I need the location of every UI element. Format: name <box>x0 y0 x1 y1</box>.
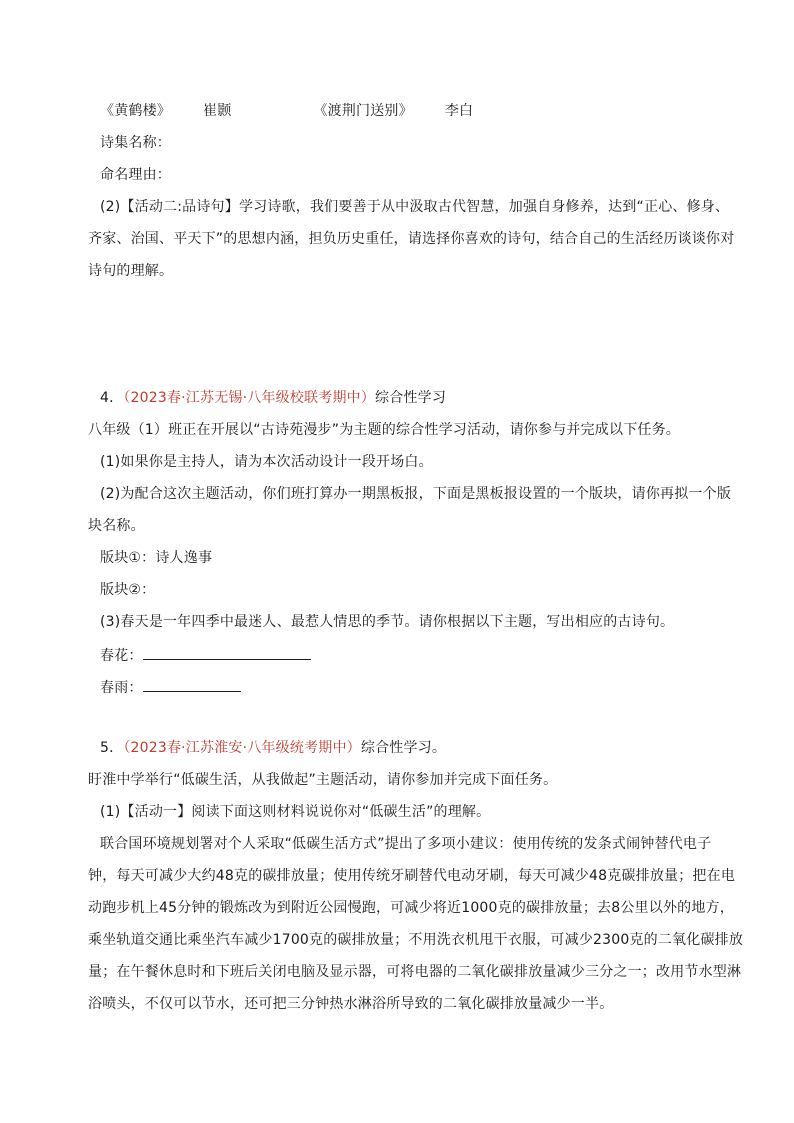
spring-rain-blank[interactable] <box>143 677 241 692</box>
q4-source: （2023春·江苏无锡·八年级校联考期中） <box>123 390 376 406</box>
q5-part1: (1)【活动一】阅读下面这则材料说说你对“低碳生活”的理解。 <box>100 804 491 820</box>
spring-flower-label: 春花： <box>100 648 143 664</box>
q4-block1: 版块①：诗人逸事 <box>100 550 213 566</box>
q4-block2: 版块②： <box>100 582 156 598</box>
q4-header <box>100 388 446 408</box>
poem2-title: 《渡荆门送别》 <box>313 103 413 119</box>
spring-rain-label: 春雨： <box>100 680 143 696</box>
naming-reason-label: 命名理由： <box>100 167 171 183</box>
q4-part3: (3)春天是一年四季中最迷人、最惹人情思的季节。请你根据以下主题，写出相应的古诗句。 <box>100 614 675 630</box>
q5-para-line3: 动跑步机上45分钟的锻炼改为到附近公园慢跑，可减少将近1000克的碳排放量；去8公里以外的地方， <box>88 900 734 916</box>
q3-part2-line3: 诗句的理解。 <box>88 263 174 279</box>
q4-number: 4． <box>100 390 124 406</box>
spring-flower-row <box>100 645 311 666</box>
collection-name-label: 诗集名称： <box>100 135 171 151</box>
poem1-author: 崔颢 <box>203 103 232 119</box>
q5-para-line5: 量；在午餐休息时和下班后关闭电脑及显示器，可将电器的二氧化碳排放量减少三分之一；改用节水型淋 <box>88 964 742 980</box>
q5-para-line1: 联合国环境规划署对个人采取“低碳生活方式”提出了多项小建议：使用传统的发条式闹钟替代电子 <box>100 836 712 852</box>
q5-intro: 盱淮中学举行“低碳生活，从我做起”主题活动，请你参加并完成下面任务。 <box>88 772 558 788</box>
poem1-title: 《黄鹤楼》 <box>100 103 171 119</box>
q4-part1: (1)如果你是主持人，请为本次活动设计一段开场白。 <box>100 454 433 470</box>
q5-header <box>100 738 446 758</box>
q4-intro: 八年级（1）班正在开展以“古诗苑漫步”为主题的综合性学习活动，请你参与并完成以下任务。 <box>88 422 681 438</box>
q3-part2-line1: (2)【活动二:品诗句】学习诗歌，我们要善于从中汲取古代智慧，加强自身修养，达到“正心、修身、 <box>100 199 730 215</box>
q5-para-line6: 浴喷头，不仅可以节水，还可把三分钟热水淋浴所导致的二氧化碳排放量减少一半。 <box>88 996 614 1012</box>
q5-para-line2: 钟，每天可减少大约48克的碳排放量；使用传统牙刷替代电动牙刷，每天可减少48克碳排放量；把在电 <box>88 868 736 884</box>
q4-type: 综合性学习 <box>375 390 447 406</box>
spring-rain-row <box>100 677 241 698</box>
q4-part2-line2: 块名称。 <box>88 518 145 534</box>
q5-type: 综合性学习。 <box>360 740 447 756</box>
q5-source: （2023春·江苏淮安·八年级统考期中） <box>123 740 361 756</box>
q5-number: 5． <box>100 740 124 756</box>
q4-part2-line1: (2)为配合这次主题活动，你们班打算办一期黑板报，下面是黑板报设置的一个版块，请你再拟一个版 <box>100 486 732 502</box>
q5-para-line4: 乘坐轨道交通比乘坐汽车减少1700克的碳排放量；不用洗衣机甩干衣服，可减少2300克的二氧化碳排放 <box>88 932 744 948</box>
poem2-author: 李白 <box>444 103 474 119</box>
poem-list-line <box>100 101 473 121</box>
spring-flower-blank[interactable] <box>143 645 311 660</box>
q3-part2-line2: 齐家、治国、平天下”的思想内涵，担负历史重任，请选择你喜欢的诗句，结合自己的生活经历谈谈你对 <box>88 231 735 247</box>
